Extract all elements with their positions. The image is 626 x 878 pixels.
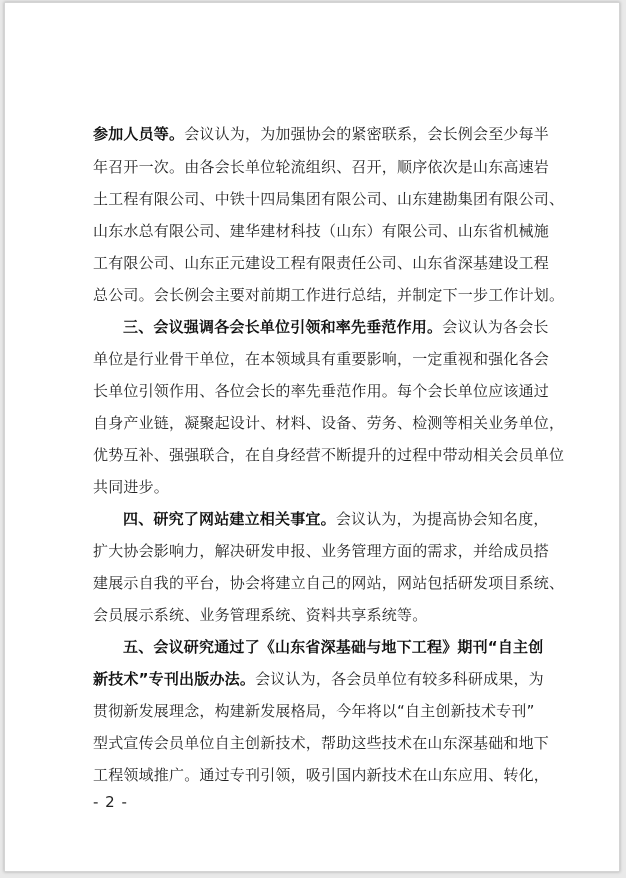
body-text: 会议认为，为加强协会的紧密联系，会长例会至少每半	[184, 125, 550, 143]
text-line: 长单位引领作用、各位会长的率先垂范作用。每个会长单位应该通过	[93, 382, 550, 400]
bold-lead-text: 参加人员等。	[93, 125, 185, 143]
text-line: 总公司。会长例会主要对前期工作进行总结，并制定下一步工作计划。	[93, 286, 565, 304]
body-text: 会议认为各会长	[442, 318, 549, 336]
text-line	[93, 123, 549, 145]
text-line: 工程领域推广。通过专刊引领，吸引国内新技术在山东应用、转化，	[93, 766, 550, 784]
text-line: 共同进步。	[93, 478, 170, 496]
page-number: - 2 -	[93, 793, 128, 811]
text-line: 自身产业链，凝聚起设计、材料、设备、劳务、检测等相关业务单位，	[93, 414, 565, 432]
section-heading-line	[123, 316, 549, 338]
body-text: 会议认为，为提高协会知名度，	[335, 510, 549, 528]
section-heading-line	[123, 508, 549, 530]
text-line: 山东水总有限公司、建华建材科技（山东）有限公司、山东省机械施	[93, 222, 550, 240]
text-line: 建展示自我的平台，协会将建立自己的网站，网站包括研发项目系统、	[93, 574, 565, 592]
section-5-heading-cont: 新技术”专刊出版办法。	[93, 670, 256, 688]
text-line: 型式宣传会员单位自主创新技术，帮助这些技术在山东深基础和地下	[93, 734, 550, 752]
section-4-heading: 四、研究了网站建立相关事宜。	[123, 510, 336, 528]
text-line: 会员展示系统、业务管理系统、资料共享系统等。	[93, 606, 428, 624]
text-line: 土工程有限公司、中铁十四局集团有限公司、山东建勘集团有限公司、	[93, 190, 565, 208]
text-line: 优势互补、强强联合，在自身经营不断提升的过程中带动相关会员单位	[93, 446, 565, 464]
document-page	[4, 2, 620, 872]
section-3-heading: 三、会议强调各会长单位引领和率先垂范作用。	[123, 318, 443, 336]
text-line	[93, 668, 544, 690]
section-5-heading: 五、会议研究通过了《山东省深基础与地下工程》期刊“自主创	[123, 638, 544, 656]
text-line: 工有限公司、山东正元建设工程有限责任公司、山东省深基建设工程	[93, 254, 550, 272]
body-text: 会议认为，各会员单位有较多科研成果，为	[255, 670, 544, 688]
text-line: 扩大协会影响力，解决研发申报、业务管理方面的需求，并给成员搭	[93, 542, 550, 560]
section-heading-line	[123, 636, 543, 658]
text-line: 单位是行业骨干单位，在本领域具有重要影响，一定重视和强化各会	[93, 350, 550, 368]
text-line: 年召开一次。由各会长单位轮流组织、召开，顺序依次是山东高速岩	[93, 158, 550, 176]
text-line: 贯彻新发展理念，构建新发展格局，今年将以“自主创新技术专刊”	[93, 702, 535, 720]
